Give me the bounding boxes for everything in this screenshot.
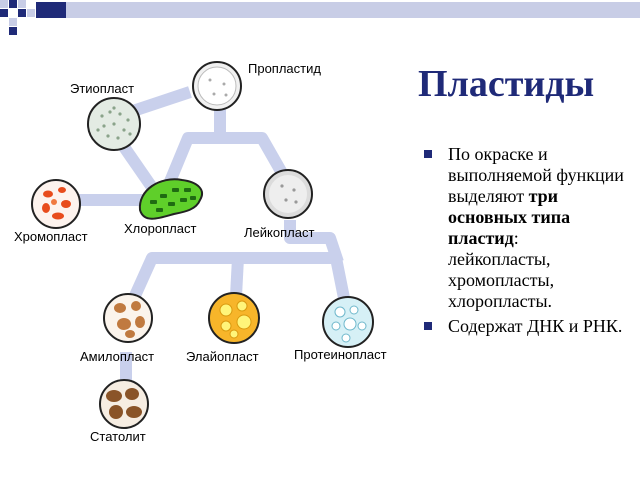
elaioplast-cell [209,293,259,343]
label-proplastid: Пропластид [248,61,321,76]
bullet-item [424,316,624,337]
bullet-text: Содержат ДНК и РНК. [448,316,623,336]
label-statolith: Статолит [90,429,146,444]
bullet-emphasis: три основных типа пластид [448,186,571,248]
label-etioplast: Этиопласт [70,81,135,96]
bullet-after: : лейкопласты, хромопласты, хлоропласты. [448,228,555,311]
label-chloroplast: Хлоропласт [124,221,197,236]
leucoplast-cell [264,170,312,218]
bullet-item [424,144,624,312]
square-bullet-icon [424,322,432,330]
connector-protein [336,258,344,298]
slide-title: Пластиды [418,63,595,105]
bullet-intro: По окраске и выполняемой функции выделяют [448,144,624,206]
statolith-cell [100,380,148,428]
square-bullet-icon [424,150,432,158]
amyloplast-cell [104,294,152,342]
label-chromoplast: Хромопласт [14,229,88,244]
proplastid-cell [193,62,241,110]
label-elaioplast: Элайопласт [186,349,259,364]
etioplast-cell [88,98,140,150]
proteinoplast-cell [323,297,373,347]
connector-amylo [134,258,152,298]
label-proteinoplast: Протеинопласт [294,347,387,362]
connector-elaio [236,258,238,296]
bullet-list [424,144,624,341]
label-leucoplast: Лейкопласт [244,225,315,240]
label-amyloplast: Амилопласт [80,349,155,364]
chromoplast-cell [32,180,80,228]
